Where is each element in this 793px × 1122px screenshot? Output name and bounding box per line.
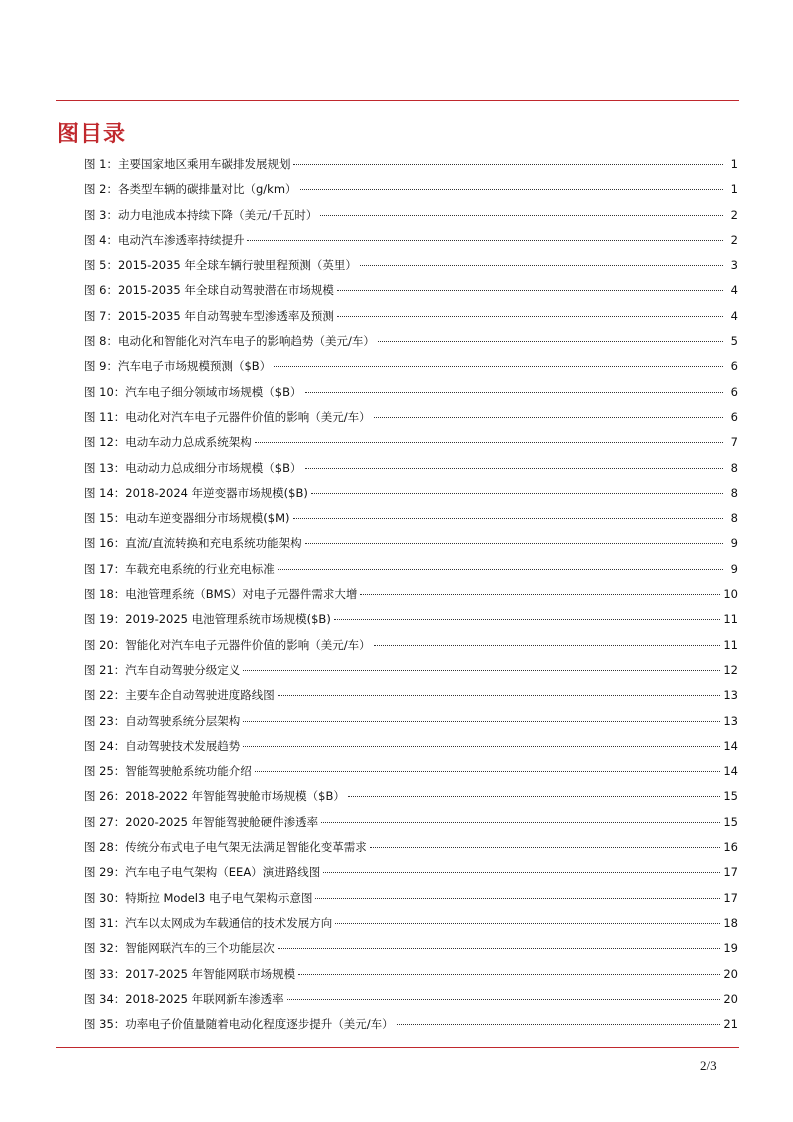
toc-entry-number: 图 14： [84,485,126,500]
toc-entry-page: 1 [730,182,738,197]
toc-entry-caption: 电动车动力总成系统架构 [125,435,252,450]
toc-entry-caption: 主要车企自动驾驶进度路线图 [125,688,275,703]
toc-entry-caption: 各类型车辆的碳排量对比（g/km） [117,182,297,197]
toc-entry-leader [278,569,723,570]
toc-entry-number: 图 6： [84,283,118,298]
toc-entry[interactable] [84,557,738,582]
toc-entry-leader [311,493,723,494]
toc-entry-caption: 汽车自动驾驶分级定义 [125,662,241,677]
toc-entry-caption: 2015-2035 年自动驾驶车型渗透率及预测 [117,308,334,323]
toc-entry-label [84,430,252,455]
toc-entry-number: 图 28： [84,840,126,855]
toc-entry-number: 图 27： [84,814,126,829]
toc-entry-leader [360,594,720,595]
toc-entry-caption: 2018-2022 年智能驾驶舱市场规模（$B） [125,789,345,804]
toc-entry-caption: 智能网联汽车的三个功能层次 [125,941,275,956]
toc-entry-number: 图 29： [84,865,126,880]
toc-entry[interactable] [84,987,738,1012]
toc-entry-leader [243,670,720,671]
toc-entry-leader [335,923,720,924]
toc-entry[interactable] [84,481,738,506]
toc-entry[interactable] [84,152,738,177]
toc-entry-number: 图 34： [84,991,126,1006]
toc-entry-caption: 2018-2025 年联网新车渗透率 [125,991,284,1006]
toc-entry-number: 图 2： [84,182,118,197]
toc-entry-label [84,481,308,506]
toc-entry-label [84,886,312,911]
toc-entry-leader [287,999,721,1000]
toc-title: 图目录 [57,122,127,147]
toc-entry-page: 10 [723,587,738,602]
toc-entry[interactable] [84,962,738,987]
toc-entry[interactable] [84,835,738,860]
toc-entry[interactable] [84,810,738,835]
toc-entry[interactable] [84,304,738,329]
toc-entry-label [84,456,302,481]
toc-entry[interactable] [84,506,738,531]
toc-entry-page: 6 [730,359,738,374]
toc-entry-label [84,304,334,329]
toc-entry-leader [255,442,723,443]
toc-entry-number: 图 18： [84,587,126,602]
toc-entry-caption: 电动汽车渗透率持续提升 [117,232,245,247]
toc-entry-label [84,253,357,278]
toc-entry-label [84,278,334,303]
toc-entry-caption: 2019-2025 电池管理系统市场规模($B) [125,612,331,627]
toc-entry-page: 1 [730,157,738,171]
toc-entry-caption: 自动驾驶系统分层架构 [125,713,241,728]
toc-entry-leader [274,366,723,367]
toc-entry-page: 8 [730,485,738,500]
toc-entry[interactable] [84,709,738,734]
toc-entry-label [84,228,244,253]
toc-entry-leader [293,518,723,519]
toc-entry-caption: 主要国家地区乘用车碳排发展规划 [117,157,291,171]
toc-entry[interactable] [84,354,738,379]
toc-entry-leader [337,290,723,291]
toc-entry-page: 13 [723,688,738,703]
toc-entry-leader [337,316,723,317]
toc-entry-page: 2 [730,232,738,247]
toc-entry-page: 9 [730,536,738,551]
toc-entry-number: 图 12： [84,435,126,450]
toc-entry-label [84,329,375,354]
toc-entry[interactable] [84,683,738,708]
footer-rule [56,1047,739,1048]
toc-entry-label [84,936,275,961]
toc-entry-label [84,810,318,835]
toc-entry-label [84,835,367,860]
toc-entry-caption: 汽车以太网成为车载通信的技术发展方向 [125,915,333,930]
toc-entry-label [84,152,290,177]
toc-entry-page: 4 [730,308,738,323]
header-rule [56,100,739,101]
toc-entry-leader [334,619,721,620]
toc-entry-leader [278,695,721,696]
toc-entry-label [84,987,284,1012]
toc-entry-leader [360,265,723,266]
toc-entry-leader [247,240,723,241]
toc-entry[interactable] [84,886,738,911]
toc-entry-page: 14 [723,764,738,779]
toc-entry[interactable] [84,607,738,632]
toc-entry-number: 图 21： [84,662,126,677]
toc-entry[interactable] [84,936,738,961]
toc-entry-number: 图 1： [84,157,118,171]
toc-entry-label [84,683,275,708]
toc-entry-page: 13 [723,713,738,728]
toc-entry[interactable] [84,380,738,405]
toc-entry-leader [315,898,720,899]
toc-entry-page: 8 [730,460,738,475]
toc-entry-caption: 2017-2025 年智能网联市场规模 [125,966,296,981]
toc-entry-leader [323,872,720,873]
toc-entry-number: 图 20： [84,637,126,652]
toc-entry-page: 18 [723,915,738,930]
toc-entry[interactable] [84,658,738,683]
toc-entry-number: 图 13： [84,460,126,475]
toc-entry[interactable] [84,759,738,784]
toc-entry-number: 图 4： [84,232,118,247]
toc-entry-caption: 2020-2025 年智能驾驶舱硬件渗透率 [125,814,319,829]
toc-entry-leader [321,822,720,823]
toc-entry[interactable] [84,1012,738,1037]
toc-entry-page: 8 [730,511,738,526]
toc-entry-leader [305,468,723,469]
toc-entry-number: 图 23： [84,713,126,728]
toc-entry-number: 图 16： [84,536,126,551]
toc-entry-leader [320,215,723,216]
toc-entry-caption: 电动化对汽车电子元器件价值的影响（美元/车） [125,409,371,424]
toc-entry-number: 图 17： [84,561,126,576]
toc-entry-caption: 电动车逆变器细分市场规模($M) [125,511,290,526]
toc-entry-leader [278,948,721,949]
toc-entry-label [84,607,331,632]
toc-list [84,152,738,1037]
toc-entry-label [84,962,295,987]
toc-entry-number: 图 35： [84,1017,126,1032]
toc-entry-leader [243,746,720,747]
toc-entry-page: 4 [730,283,738,298]
toc-entry-label [84,582,357,607]
toc-entry-caption: 电池管理系统（BMS）对电子元器件需求大增 [125,587,358,602]
toc-entry-caption: 2015-2035 年全球自动驾驶潜在市场规模 [117,283,334,298]
toc-entry-label [84,506,290,531]
toc-entry-page: 9 [730,561,738,576]
toc-entry-leader [348,796,721,797]
toc-entry-label [84,1012,394,1037]
toc-entry-number: 图 26： [84,789,126,804]
toc-entry-number: 图 7： [84,308,118,323]
toc-entry[interactable] [84,278,738,303]
toc-entry-caption: 车载充电系统的行业充电标准 [125,561,275,576]
toc-entry[interactable] [84,531,738,556]
toc-entry-number: 图 8： [84,334,118,349]
toc-entry[interactable] [84,860,738,885]
toc-entry-caption: 汽车电子细分领域市场规模（$B） [125,384,302,399]
toc-entry-caption: 2015-2035 年全球车辆行驶里程预测（英里） [117,258,357,273]
toc-entry-page: 3 [730,258,738,273]
toc-entry-leader [243,721,720,722]
toc-entry-label [84,557,275,582]
toc-entry-label [84,860,320,885]
toc-entry-caption: 2018-2024 年逆变器市场规模($B) [125,485,308,500]
toc-entry-number: 图 24： [84,738,126,753]
toc-entry[interactable] [84,203,738,228]
toc-entry-page: 19 [723,941,738,956]
toc-entry-page: 17 [723,890,738,905]
toc-entry-label [84,203,317,228]
toc-entry-label [84,177,297,202]
toc-entry-label [84,734,240,759]
toc-entry-label [84,354,271,379]
toc-entry-label [84,759,252,784]
toc-entry-leader [305,392,723,393]
toc-entry-label [84,380,302,405]
toc-entry-leader [370,847,721,848]
toc-entry-number: 图 25： [84,764,126,779]
toc-entry[interactable] [84,430,738,455]
toc-entry[interactable] [84,911,738,936]
toc-entry-label [84,633,371,658]
toc-entry-page: 6 [730,384,738,399]
toc-entry-caption: 特斯拉 Model3 电子电气架构示意图 [125,890,313,905]
toc-entry-number: 图 15： [84,511,126,526]
toc-entry-leader [378,341,723,342]
toc-entry-leader [397,1024,721,1025]
toc-entry-page: 2 [730,207,738,222]
toc-entry-label [84,709,240,734]
toc-entry-caption: 智能化对汽车电子元器件价值的影响（美元/车） [125,637,371,652]
toc-entry[interactable] [84,582,738,607]
toc-entry-number: 图 19： [84,612,126,627]
toc-entry-page: 11 [723,612,738,627]
toc-entry-page: 15 [723,789,738,804]
toc-entry[interactable] [84,784,738,809]
toc-entry-label [84,658,240,683]
toc-entry-leader [255,771,721,772]
toc-entry[interactable] [84,405,738,430]
toc-entry-number: 图 32： [84,941,126,956]
toc-entry-label [84,531,302,556]
toc-entry-caption: 传统分布式电子电气架无法满足智能化变革需求 [125,840,367,855]
toc-entry-leader [300,189,723,190]
toc-entry-number: 图 10： [84,384,126,399]
toc-entry-page: 7 [730,435,738,450]
toc-entry-label [84,911,332,936]
toc-entry-leader [374,417,723,418]
toc-entry-leader [293,164,723,165]
page-number: 2/3 [700,1058,717,1073]
toc-entry-number: 图 22： [84,688,126,703]
toc-entry-page: 6 [730,409,738,424]
toc-entry-caption: 自动驾驶技术发展趋势 [125,738,241,753]
toc-entry-page: 21 [723,1017,738,1032]
toc-entry-page: 5 [730,334,738,349]
toc-entry-number: 图 5： [84,258,118,273]
toc-entry-number: 图 9： [84,359,118,374]
toc-entry-page: 20 [723,966,738,981]
toc-entry-caption: 功率电子价值量随着电动化程度逐步提升（美元/车） [125,1017,394,1032]
toc-entry[interactable] [84,329,738,354]
toc-entry[interactable] [84,177,738,202]
toc-entry-leader [374,645,721,646]
toc-entry[interactable] [84,456,738,481]
toc-entry-page: 12 [723,662,738,677]
toc-entry-page: 16 [723,840,738,855]
toc-entry-leader [298,974,720,975]
toc-entry-label [84,405,371,430]
toc-entry-number: 图 33： [84,966,126,981]
toc-entry-caption: 电动动力总成细分市场规模（$B） [125,460,302,475]
toc-entry-caption: 智能驾驶舱系统功能介绍 [125,764,252,779]
toc-entry-page: 14 [723,738,738,753]
toc-entry-label [84,784,345,809]
toc-entry-caption: 动力电池成本持续下降（美元/千瓦时） [117,207,318,222]
toc-entry-number: 图 30： [84,890,126,905]
toc-entry-caption: 直流/直流转换和充电系统功能架构 [125,536,302,551]
toc-entry-caption: 汽车电子电气架构（EEA）演进路线图 [125,865,321,880]
toc-entry[interactable] [84,228,738,253]
toc-entry-page: 17 [723,865,738,880]
toc-entry[interactable] [84,633,738,658]
toc-entry-page: 15 [723,814,738,829]
toc-entry[interactable] [84,734,738,759]
toc-entry[interactable] [84,253,738,278]
toc-entry-page: 11 [723,637,738,652]
toc-entry-caption: 汽车电子市场规模预测（$B） [117,359,272,374]
toc-entry-number: 图 3： [84,207,118,222]
toc-entry-number: 图 11： [84,409,126,424]
toc-entry-caption: 电动化和智能化对汽车电子的影响趋势（美元/车） [117,334,375,349]
toc-entry-leader [305,543,723,544]
toc-entry-number: 图 31： [84,915,126,930]
toc-entry-page: 20 [723,991,738,1006]
